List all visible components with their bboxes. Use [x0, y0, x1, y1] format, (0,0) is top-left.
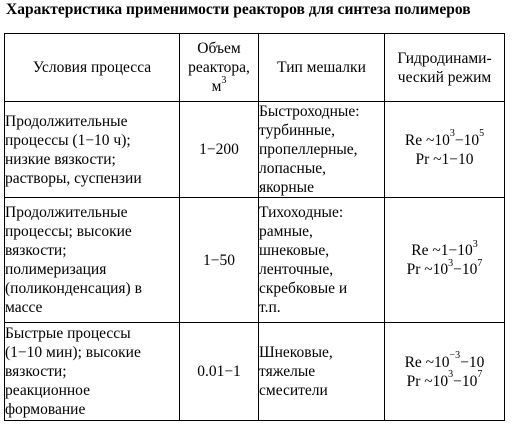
header-mixer-type: Тип мешалки: [259, 34, 385, 102]
table-row: [5, 198, 505, 323]
volume-cell: 1−200: [180, 102, 259, 198]
table-row: [5, 323, 505, 421]
table-row: [5, 102, 505, 198]
table-title: Характеристика применимости реакторов для синтеза полимеров: [6, 1, 471, 18]
header-volume: Объем реактора, $м^3$: [180, 34, 259, 102]
conditions-cell: Продолжительные процессы; высокие вязкости; полимеризация (поликонденсация) в массе: [5, 198, 180, 323]
mixer-cell: Шнековые, тяжелые смесители: [259, 323, 385, 421]
header-row: [5, 34, 505, 102]
header-regime: Гидродинами- ческий режим: [385, 34, 505, 102]
volume-cell: 1−50: [180, 198, 259, 323]
conditions-cell: Продолжительные процессы (1−10 ч); низкие вязкости; растворы, суспензии: [5, 102, 180, 198]
regime-cell: Re $\sim 10^3-10^5$ Pr ~1−10: [385, 102, 505, 198]
reactor-table: [4, 33, 505, 421]
regime-cell: Re $\sim 1-10^3$ Pr $\sim 10^3-10^7$: [385, 198, 505, 323]
header-conditions: Условия процесса: [5, 34, 180, 102]
mixer-cell: Тихоходные: рамные, шнековые, ленточные, скребковые и т.п.: [259, 198, 385, 323]
volume-cell: 0.01−1: [180, 323, 259, 421]
regime-cell: Re $\sim 10^{-3}-10$ Pr $\sim 10^3-10^7$: [385, 323, 505, 421]
mixer-cell: Быстроходные: турбинные, пропеллерные, лопасные, якорные: [259, 102, 385, 198]
conditions-cell: Быстрые процессы (1−10 мин); высокие вязкости; реакционное формование: [5, 323, 180, 421]
